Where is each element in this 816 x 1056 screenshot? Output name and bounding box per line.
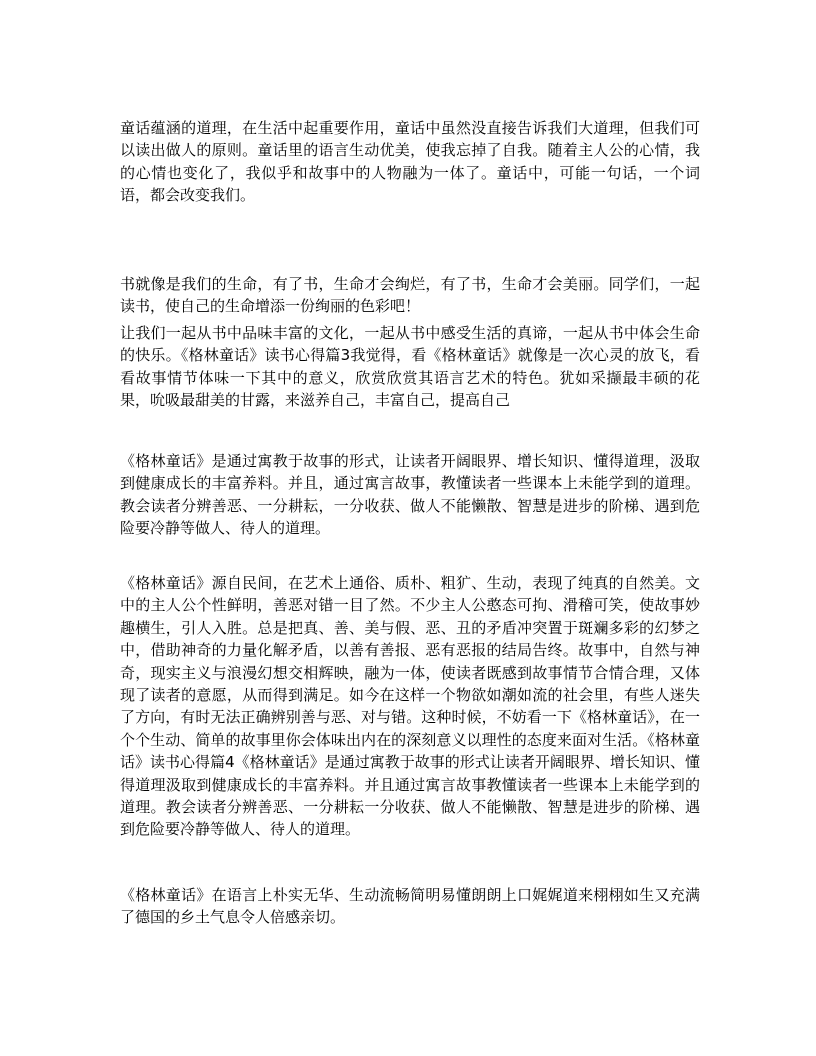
paragraph-folk-origin-and-notes-4: 《格林童话》源自民间，在艺术上通俗、质朴、粗犷、生动，表现了纯真的自然美。文中的主人公个性鲜明，善恶对错一目了然。不少主人公憨态可拘、滑稽可笑，使故事妙趣横生，引人入胜。总是把真、善、美与假、恶、丑的矛盾冲突置于斑斓多彩的幻梦之中，借助神奇的力量化解矛盾，以善有善报、恶有恶报的结局告终。故事中，自然与神奇，现实主义与浪漫幻想交相辉映，融为一体，使读者既感到故事情节合情合理，又体现了读者的意愿，从而得到满足。如今在这样一个物欲如潮如流的社会里，有些人迷失了方向，有时无法正确辨别善与恶、对与错。这种时候，不妨看一下《格林童话》，在一个个生动、简单的故事里你会体味出内在的深刻意义以理性的态度来面对生活。《格林童话》读书心得篇4《格林童话》是通过寓教于故事的形式让读者开阔眼界、增长知识、懂得道理汲取到健康成长的丰富养料。并且通过寓言故事教懂读者一些课本上未能学到的道理。教会读者分辨善恶、一分耕耘一分收获、做人不能懒散、智慧是进步的阶梯、遇到危险要冷静等做人、待人的道理。 <box>120 574 700 839</box>
paragraph-fairy-tale-meaning: 童话蕴涵的道理，在生活中起重要作用，童话中虽然没直接告诉我们大道理，但我们可以读出做人的原则。童话里的语言生动优美，使我忘掉了自我。随着主人公的心情，我的心情也变化了，我似乎和故事中的人物融为一体了。童话中，可能一句话，一个词语，都会改变我们。 <box>120 119 700 205</box>
paragraph-reading-notes-3: 让我们一起从书中品味丰富的文化，一起从书中感受生活的真谛，一起从书中体会生命的快乐。《格林童话》读书心得篇3我觉得，看《格林童话》就像是一次心灵的放飞，看看故事情节体味一下其中的意义，欣赏欣赏其语言艺术的特色。犹如采撷最丰硕的花果，吮吸最甜美的甘露，来滋养自己，丰富自己，提高自己 <box>120 324 700 410</box>
paragraph-teaching-through-stories: 《格林童话》是通过寓教于故事的形式，让读者开阔眼界、增长知识、懂得道理，汲取到健康成长的丰富养料。并且，通过寓言故事，教懂读者一些课本上未能学到的道理。教会读者分辨善恶、一分耕耘，一分收获、做人不能懒散、智慧是进步的阶梯、遇到危险要冷静等做人、待人的道理。 <box>120 452 700 538</box>
paragraph-language-style: 《格林童话》在语言上朴实无华、生动流畅简明易懂朗朗上口娓娓道来栩栩如生又充满了德国的乡土气息令人倍感亲切。 <box>120 886 700 927</box>
paragraph-books-like-life: 书就像是我们的生命，有了书，生命才会绚烂，有了书，生命才会美丽。同学们，一起读书，使自己的生命增添一份绚丽的色彩吧！ <box>120 275 700 316</box>
